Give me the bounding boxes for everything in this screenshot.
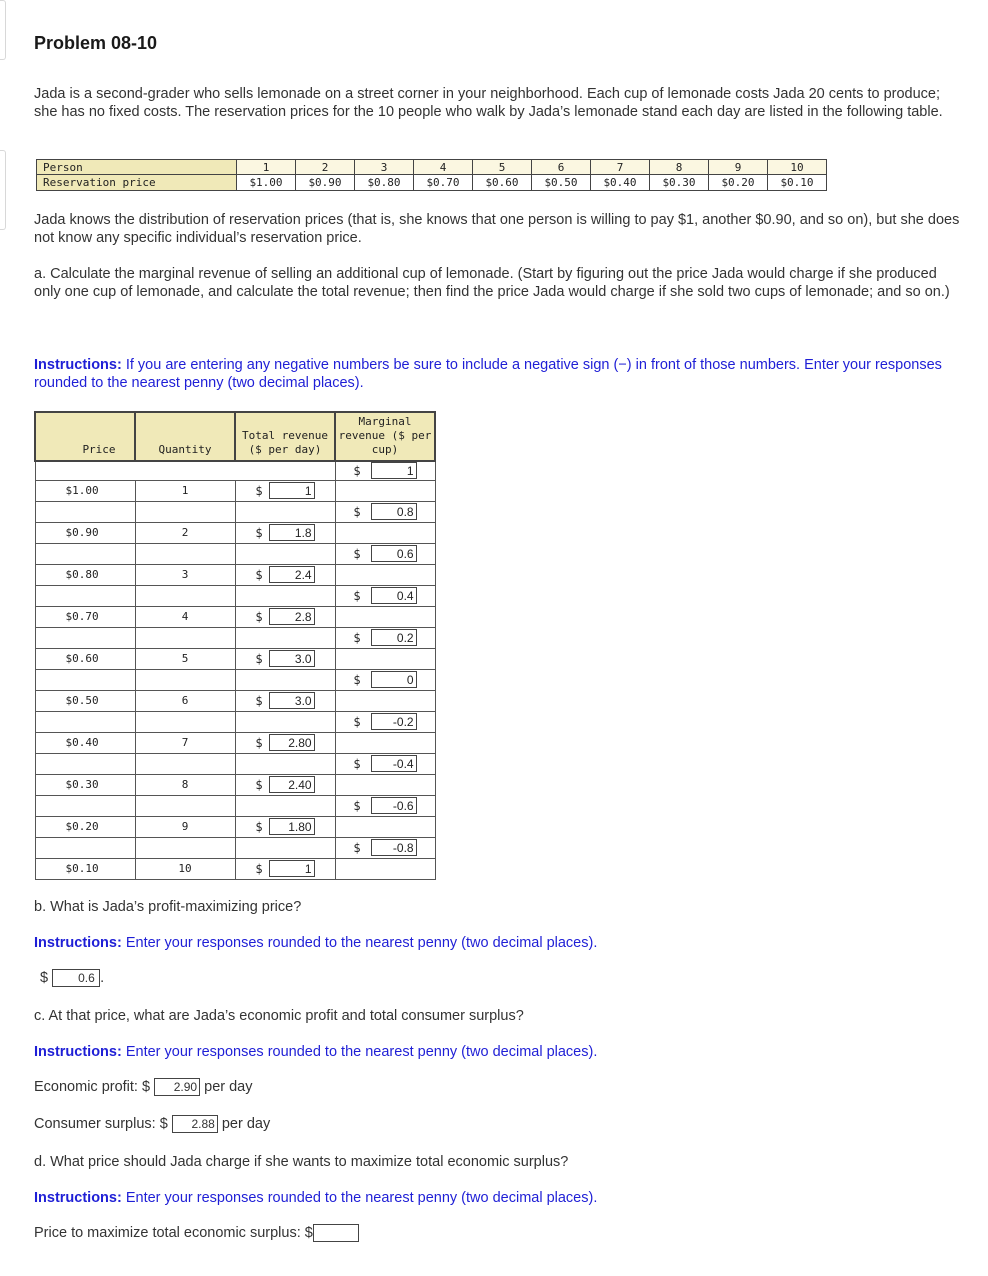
currency-symbol: $	[255, 819, 263, 834]
quantity-cell: 2	[135, 522, 235, 543]
reservation-price-row-label: Reservation price	[37, 175, 237, 191]
price-cell: $0.90	[35, 522, 135, 543]
currency-symbol: $	[353, 630, 361, 645]
total-revenue-input[interactable]: 2.4	[269, 566, 315, 583]
part-a-question: a. Calculate the marginal revenue of selling an additional cup of lemonade. (Start by figuring out the price Jada would charge if she produced only one cup of lemonade, and calculate the total revenue; then find the price Jada would charge if she sold two cups of lemonade; and so on.)	[34, 266, 950, 300]
person-number: 7	[591, 160, 650, 175]
currency-symbol: $	[255, 483, 263, 498]
marginal-row	[35, 753, 435, 774]
total-revenue-cell	[235, 480, 335, 501]
instructions-text: Enter your responses rounded to the nearest penny (two decimal places).	[125, 935, 598, 951]
currency-symbol: $	[353, 840, 361, 855]
total-revenue-cell	[235, 858, 335, 879]
profit-maximizing-price-input[interactable]: 0.6	[52, 969, 100, 987]
marginal-revenue-input[interactable]: 0.8	[371, 503, 417, 520]
person-row	[37, 160, 827, 175]
marginal-row	[35, 669, 435, 690]
first-marginal-row	[35, 461, 435, 480]
part-a-instructions	[34, 356, 964, 392]
reservation-price: $0.10	[768, 175, 827, 191]
total-surplus-label: Price to maximize total economic surplus: $	[34, 1224, 313, 1241]
currency-symbol: $	[40, 969, 49, 986]
marginal-revenue-input[interactable]: -0.8	[371, 839, 417, 856]
person-number: 8	[650, 160, 709, 175]
quantity-cell: 3	[135, 564, 235, 585]
total-revenue-cell	[235, 606, 335, 627]
reservation-price-row	[37, 175, 827, 191]
reservation-price: $0.60	[473, 175, 532, 191]
quantity-cell: 10	[135, 858, 235, 879]
marginal-row	[35, 837, 435, 858]
total-revenue-input[interactable]: 2.8	[269, 608, 315, 625]
marginal-revenue-cell	[335, 837, 435, 858]
quantity-cell: 7	[135, 732, 235, 753]
currency-symbol: $	[255, 651, 263, 666]
person-number: 10	[768, 160, 827, 175]
quantity-cell: 6	[135, 690, 235, 711]
marginal-revenue-header: Marginal revenue ($ per cup)	[335, 412, 435, 461]
person-number: 4	[414, 160, 473, 175]
total-surplus-line	[34, 1224, 359, 1242]
table-row	[35, 564, 435, 585]
price-cell: $0.10	[35, 858, 135, 879]
marginal-revenue-cell	[335, 669, 435, 690]
reservation-price: $0.70	[414, 175, 473, 191]
marginal-revenue-input[interactable]: 0	[371, 671, 417, 688]
reservation-price: $0.30	[650, 175, 709, 191]
person-number: 1	[237, 160, 296, 175]
consumer-surplus-label: Consumer surplus: $	[34, 1115, 168, 1132]
total-revenue-input[interactable]: 2.40	[269, 776, 315, 793]
economic-profit-label: Economic profit: $	[34, 1078, 151, 1095]
reservation-price-table	[36, 159, 827, 191]
total-revenue-cell	[235, 774, 335, 795]
person-number: 6	[532, 160, 591, 175]
table-row	[35, 648, 435, 669]
price-cell: $0.70	[35, 606, 135, 627]
total-revenue-cell	[235, 732, 335, 753]
currency-symbol: $	[255, 861, 263, 876]
reservation-price: $0.40	[591, 175, 650, 191]
economic-profit-unit: per day	[204, 1078, 253, 1095]
marginal-row	[35, 585, 435, 606]
total-revenue-cell	[235, 564, 335, 585]
currency-symbol: $	[353, 504, 361, 519]
marginal-revenue-table	[34, 411, 436, 880]
marginal-revenue-spacer	[335, 816, 435, 837]
currency-symbol: $	[255, 735, 263, 750]
economic-profit-line	[34, 1078, 253, 1096]
distribution-text: Jada knows the distribution of reservation prices (that is, she knows that one person is willing to pay $1, another $0.90, and so on), but she does not know any specific individual’s reservation price.	[34, 212, 960, 246]
part-d-instructions	[34, 1189, 964, 1207]
reservation-price: $0.80	[355, 175, 414, 191]
currency-symbol: $	[255, 777, 263, 792]
marginal-row	[35, 627, 435, 648]
marginal-revenue-input[interactable]: -0.4	[371, 755, 417, 772]
currency-symbol: $	[353, 463, 361, 478]
marginal-revenue-cell	[335, 795, 435, 816]
part-b-answer	[40, 969, 104, 987]
consumer-surplus-input[interactable]: 2.88	[172, 1115, 218, 1133]
marginal-revenue-input[interactable]: -0.6	[371, 797, 417, 814]
total-revenue-input[interactable]: 1	[269, 860, 315, 877]
total-surplus-price-input[interactable]	[313, 1224, 359, 1242]
quantity-cell: 8	[135, 774, 235, 795]
marginal-revenue-input[interactable]: 0.4	[371, 587, 417, 604]
total-revenue-cell	[235, 648, 335, 669]
marginal-revenue-input[interactable]: 0.6	[371, 545, 417, 562]
currency-symbol: $	[353, 798, 361, 813]
total-revenue-cell	[235, 816, 335, 837]
total-revenue-input[interactable]: 1	[269, 482, 315, 499]
table-row	[35, 480, 435, 501]
reservation-price: $1.00	[237, 175, 296, 191]
quantity-cell: 9	[135, 816, 235, 837]
currency-symbol: $	[255, 567, 263, 582]
person-number: 9	[709, 160, 768, 175]
part-c-instructions	[34, 1043, 964, 1061]
marginal-revenue-spacer	[335, 606, 435, 627]
left-gutter-marker	[0, 150, 6, 230]
person-number: 3	[355, 160, 414, 175]
marginal-revenue-spacer	[335, 774, 435, 795]
table-row	[35, 522, 435, 543]
price-cell: $0.60	[35, 648, 135, 669]
marginal-revenue-input[interactable]: 1	[371, 462, 417, 479]
table-row	[35, 606, 435, 627]
person-number: 2	[296, 160, 355, 175]
marginal-revenue-cell	[335, 627, 435, 648]
currency-symbol: $	[255, 525, 263, 540]
marginal-revenue-cell	[335, 585, 435, 606]
price-cell: $1.00	[35, 480, 135, 501]
total-revenue-cell	[235, 690, 335, 711]
table-row	[35, 816, 435, 837]
instructions-label: Instructions:	[34, 935, 122, 951]
total-revenue-input[interactable]: 2.80	[269, 734, 315, 751]
marginal-revenue-spacer	[335, 564, 435, 585]
quantity-header: Quantity	[135, 412, 235, 461]
currency-symbol: $	[353, 546, 361, 561]
marginal-revenue-spacer	[335, 858, 435, 879]
marginal-revenue-spacer	[335, 480, 435, 501]
currency-symbol: $	[255, 693, 263, 708]
price-cell: $0.50	[35, 690, 135, 711]
instructions-label: Instructions:	[34, 357, 122, 373]
marginal-revenue-spacer	[335, 690, 435, 711]
quantity-cell: 4	[135, 606, 235, 627]
currency-symbol: $	[353, 756, 361, 771]
marginal-revenue-input[interactable]: 0.2	[371, 629, 417, 646]
currency-symbol: $	[353, 588, 361, 603]
total-revenue-input[interactable]: 1.80	[269, 818, 315, 835]
marginal-revenue-cell	[335, 711, 435, 732]
marginal-revenue-spacer	[335, 522, 435, 543]
marginal-revenue-cell	[335, 501, 435, 522]
price-cell: $0.80	[35, 564, 135, 585]
currency-symbol: $	[353, 714, 361, 729]
total-revenue-cell	[235, 522, 335, 543]
left-gutter-marker	[0, 0, 6, 60]
marginal-row	[35, 711, 435, 732]
price-cell: $0.30	[35, 774, 135, 795]
marginal-row	[35, 501, 435, 522]
part-d-question: d. What price should Jada charge if she wants to maximize total economic surplus?	[34, 1154, 569, 1170]
marginal-row	[35, 795, 435, 816]
person-number: 5	[473, 160, 532, 175]
price-cell: $0.40	[35, 732, 135, 753]
price-cell: $0.20	[35, 816, 135, 837]
table-row	[35, 774, 435, 795]
table-row	[35, 732, 435, 753]
marginal-row	[35, 543, 435, 564]
answer-suffix: .	[100, 969, 105, 986]
person-row-label: Person	[37, 160, 237, 175]
marginal-revenue-spacer	[335, 648, 435, 669]
instructions-label: Instructions:	[34, 1190, 122, 1206]
problem-title: Problem 08-10	[34, 33, 158, 53]
table-row	[35, 690, 435, 711]
currency-symbol: $	[353, 672, 361, 687]
instructions-label: Instructions:	[34, 1044, 122, 1060]
consumer-surplus-unit: per day	[221, 1115, 271, 1132]
currency-symbol: $	[255, 609, 263, 624]
instructions-text: If you are entering any negative numbers be sure to include a negative sign (−) in front of those numbers. Enter your responses rounded to the nearest penny (two decimal places).	[34, 357, 942, 391]
table-header-row	[35, 412, 435, 461]
quantity-cell: 1	[135, 480, 235, 501]
reservation-price: $0.50	[532, 175, 591, 191]
marginal-revenue-input[interactable]: -0.2	[371, 713, 417, 730]
total-revenue-header: Total revenue ($ per day)	[235, 412, 335, 461]
total-revenue-input[interactable]: 3.0	[269, 692, 315, 709]
part-c-question: c. At that price, what are Jada’s economic profit and total consumer surplus?	[34, 1008, 524, 1024]
part-b-question: b. What is Jada’s profit-maximizing price?	[34, 899, 302, 915]
reservation-price: $0.20	[709, 175, 768, 191]
instructions-text: Enter your responses rounded to the nearest penny (two decimal places).	[125, 1190, 598, 1206]
total-revenue-input[interactable]: 3.0	[269, 650, 315, 667]
reservation-price: $0.90	[296, 175, 355, 191]
intro-text: Jada is a second-grader who sells lemonade on a street corner in your neighborhood. Each cup of lemonade costs Jada 20 cents to produce; she has no fixed costs. The reservation prices for the 10 people who walk by Jada’s lemonade stand each day are listed in the following table.	[34, 86, 943, 120]
part-b-instructions	[34, 934, 964, 952]
economic-profit-input[interactable]: 2.90	[154, 1078, 200, 1096]
marginal-revenue-cell	[335, 753, 435, 774]
table-row	[35, 858, 435, 879]
marginal-revenue-cell	[335, 543, 435, 564]
quantity-cell: 5	[135, 648, 235, 669]
price-header: Price	[35, 412, 135, 461]
total-revenue-input[interactable]: 1.8	[269, 524, 315, 541]
marginal-revenue-spacer	[335, 732, 435, 753]
consumer-surplus-line	[34, 1115, 270, 1133]
instructions-text: Enter your responses rounded to the nearest penny (two decimal places).	[125, 1044, 598, 1060]
